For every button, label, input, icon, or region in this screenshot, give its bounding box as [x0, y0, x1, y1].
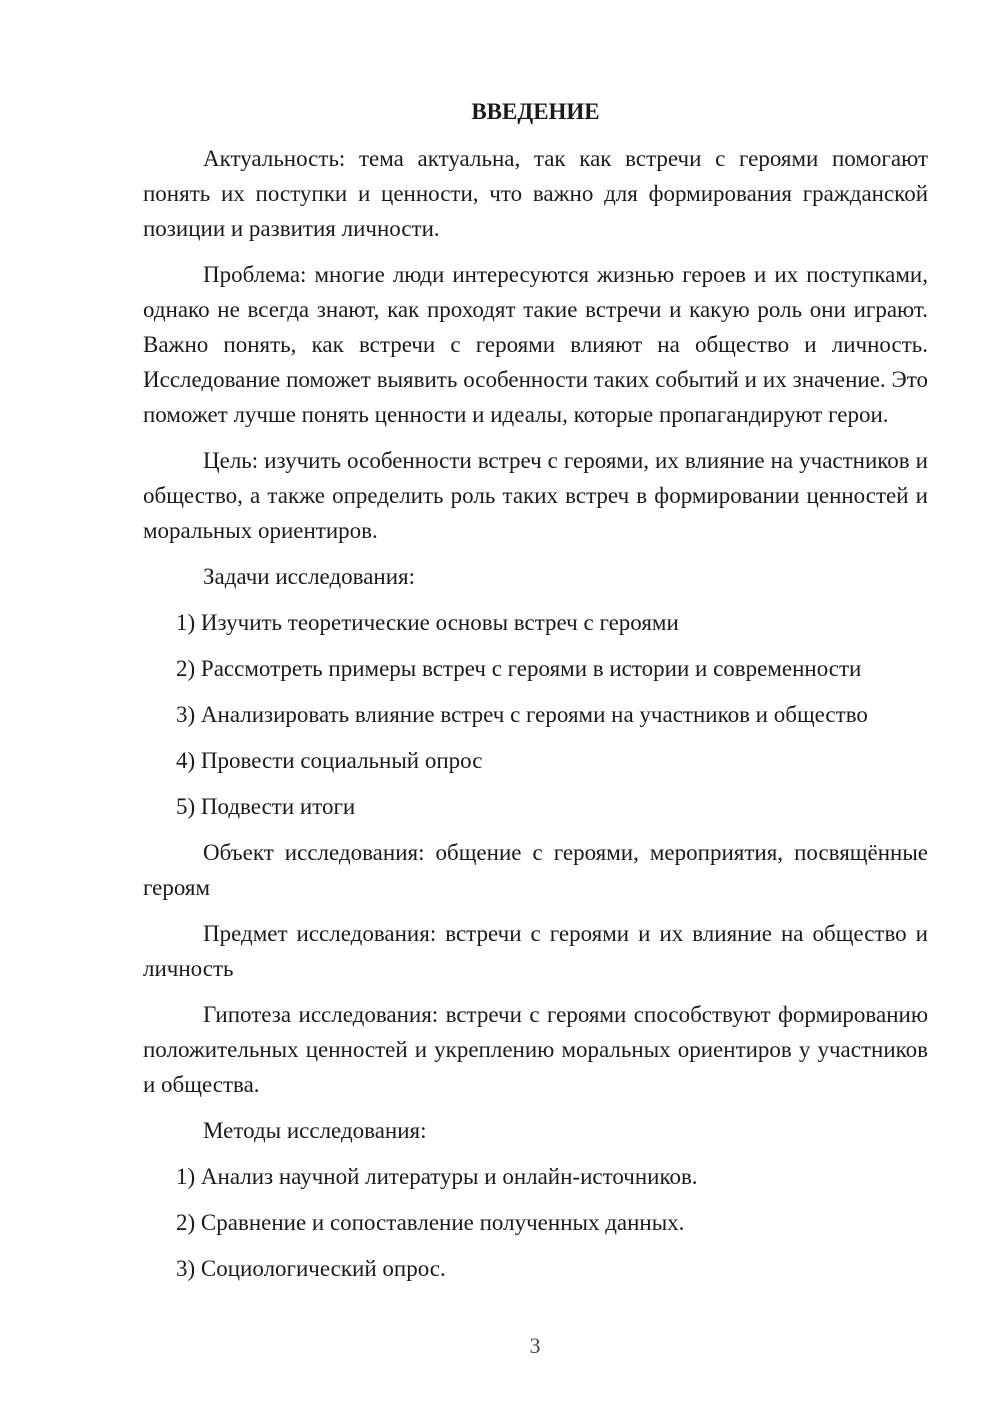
method-item: 3) Социологический опрос.	[176, 1256, 446, 1281]
methods-heading: Методы исследования:	[203, 1118, 427, 1143]
method-item: 1) Анализ научной литературы и онлайн-источников.	[176, 1164, 698, 1189]
method-item: 2) Сравнение и сопоставление полученных данных.	[176, 1210, 685, 1235]
subject-paragraph: Предмет исследования: встречи с героями и их влияние на общество и личность	[143, 921, 928, 981]
tasks-heading: Задачи исследования:	[203, 564, 416, 589]
goal-paragraph: Цель: изучить особенности встреч с героями, их влияние на участников и общество, а также определить роль таких встреч в формировании ценностей и моральных ориентиров.	[143, 448, 928, 543]
task-item: 4) Провести социальный опрос	[176, 748, 483, 773]
task-item: 1) Изучить теоретические основы встреч с героями	[176, 610, 679, 635]
page-number: 3	[529, 1333, 541, 1358]
section-title: ВВЕДЕНИЕ	[471, 99, 600, 124]
document-page	[143, 94, 928, 1297]
task-item: 2) Рассмотреть примеры встреч с героями в истории и современности	[176, 656, 862, 681]
hypothesis-paragraph: Гипотеза исследования: встречи с героями способствуют формированию положительных ценностей и укреплению моральных ориентиров у участников и общества.	[143, 1002, 928, 1097]
relevance-paragraph: Актуальность: тема актуальна, так как встречи с героями помогают понять их поступки и ценности, что важно для формирования гражданской позиции и развития личности.	[143, 146, 928, 241]
object-paragraph: Объект исследования: общение с героями, мероприятия, посвящённые героям	[143, 840, 928, 900]
problem-paragraph: Проблема: многие люди интересуются жизнью героев и их поступками, однако не всегда знают, как проходят такие встречи и какую роль они играют. Важно понять, как встречи с героями влияют на общество и личность. Исследование поможет выявить особенности таких событий и их значение. Это поможет лучше понять ценности и идеалы, которые пропагандируют герои.	[143, 262, 928, 427]
task-item: 5) Подвести итоги	[176, 794, 356, 819]
task-item: 3) Анализировать влияние встреч с героями на участников и общество	[176, 702, 868, 727]
